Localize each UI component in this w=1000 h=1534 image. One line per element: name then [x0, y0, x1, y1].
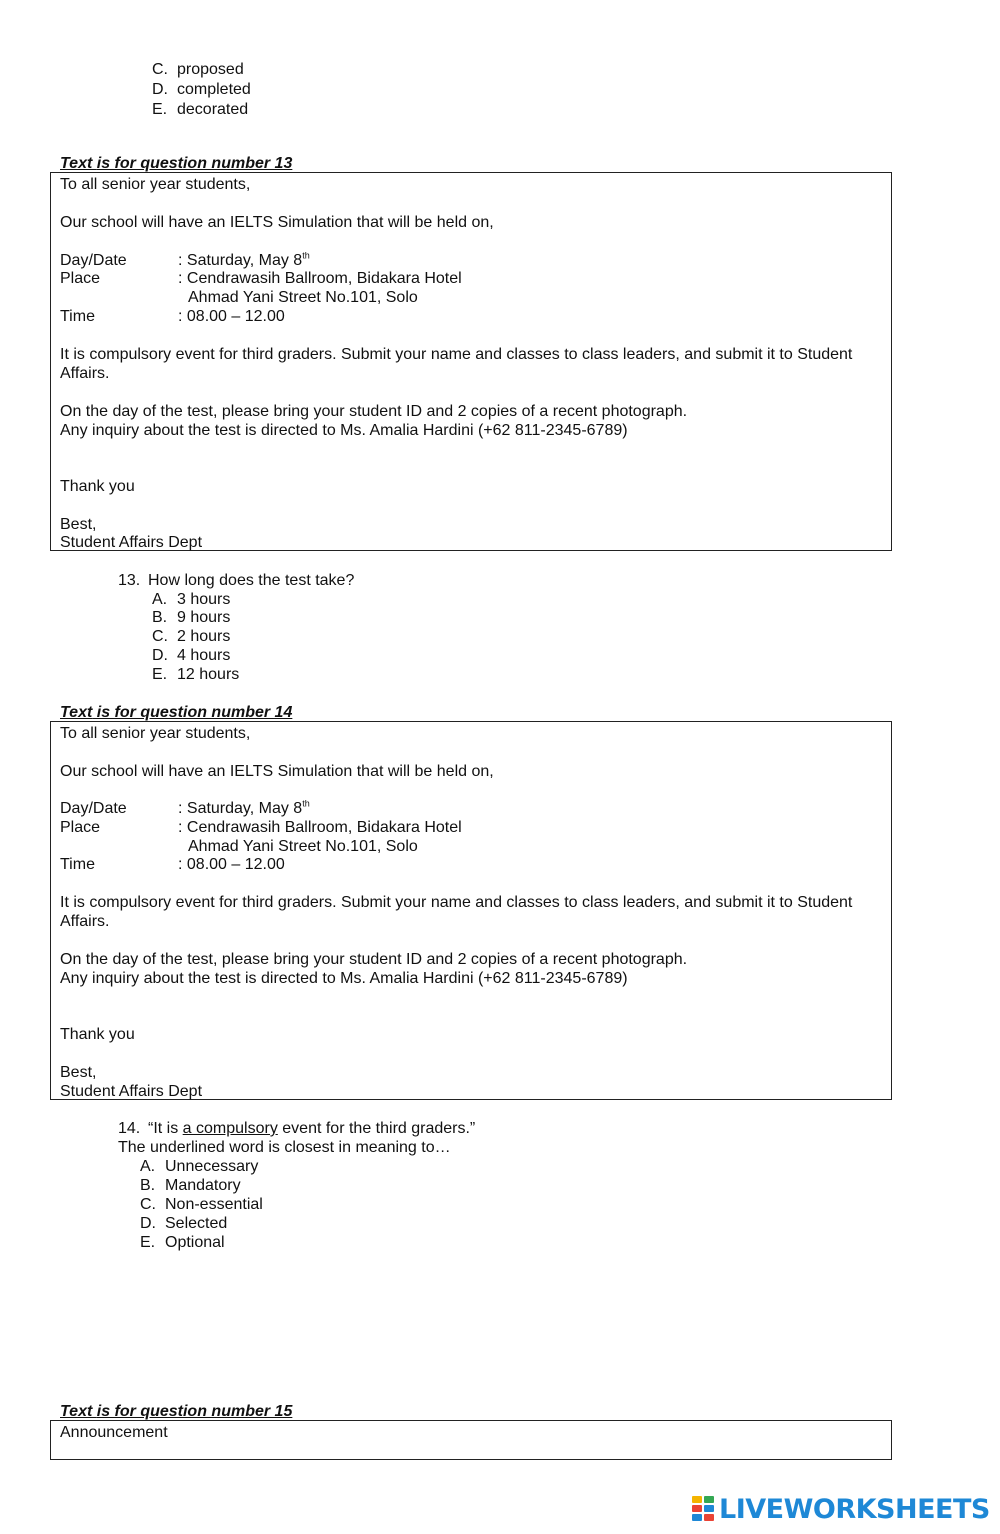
notice-para2: On the day of the test, please bring your student ID and 2 copies of a recent photograph.: [60, 951, 688, 968]
option-e: [152, 100, 248, 119]
day-value: [178, 251, 310, 270]
heading-text: Text: [60, 1403, 97, 1420]
section-heading-15: [60, 1402, 292, 1421]
q13-option-d[interactable]: [152, 646, 230, 665]
day-value: [178, 799, 310, 818]
q14-option-d[interactable]: [140, 1214, 227, 1233]
section-heading-14: [60, 703, 292, 722]
question-13: [118, 571, 354, 590]
question-text-post: event for the third graders.”: [277, 1120, 476, 1137]
notice-signature: Student Affairs Dept: [60, 1083, 203, 1100]
option-letter: D.: [152, 81, 168, 98]
question-number: 14.: [118, 1120, 141, 1137]
notice-para2-line2: Any inquiry about the test is directed to Ms. Amalia Hardini (+62 811-2345-6789): [60, 422, 628, 439]
notice-para1-line2: Affairs.: [60, 365, 110, 382]
option-text: 9 hours: [177, 609, 231, 626]
notice-closing: Best,: [60, 516, 97, 533]
liveworksheets-logo-text: LIVEWORKSHEETS: [719, 1493, 990, 1525]
option-text: Optional: [165, 1234, 225, 1251]
option-letter: C.: [152, 61, 168, 78]
option-letter: B.: [140, 1177, 156, 1194]
notice-para2-line2: Any inquiry about the test is directed to Ms. Amalia Hardini (+62 811-2345-6789): [60, 970, 628, 987]
heading-text-rest: is for question number 13: [96, 155, 293, 172]
option-letter: B.: [152, 609, 168, 626]
option-text: proposed: [177, 61, 244, 78]
heading-text: Text: [60, 155, 97, 172]
notice-greeting: To all senior year students,: [60, 725, 251, 742]
question-14: [118, 1119, 475, 1138]
option-c: [152, 60, 244, 79]
announcement-title: Announcement: [60, 1424, 168, 1441]
question-text: How long does the test take?: [148, 572, 355, 589]
option-text: 4 hours: [177, 647, 231, 664]
q13-option-b[interactable]: [152, 608, 230, 627]
option-text: decorated: [177, 101, 249, 118]
notice-box-13: [50, 172, 892, 551]
option-d: [152, 80, 251, 99]
heading-text-rest: is for question number 14: [92, 704, 293, 721]
heading-text: Text: [60, 704, 93, 721]
day-value-sup: th: [302, 798, 310, 809]
time-label: Time: [60, 308, 95, 325]
notice-intro: Our school will have an IELTS Simulation that will be held on,: [60, 214, 494, 231]
day-value-text: : Saturday, May 8: [178, 800, 303, 817]
option-text: Selected: [165, 1215, 228, 1232]
q14-option-b[interactable]: [140, 1176, 241, 1195]
place-value: : Cendrawasih Ballroom, Bidakara Hotel: [178, 270, 462, 287]
notice-para1: It is compulsory event for third graders. Submit your name and classes to class leaders, and submit it to Student: [60, 894, 853, 911]
place-value-line2: Ahmad Yani Street No.101, Solo: [188, 289, 418, 306]
q14-option-c[interactable]: [140, 1195, 263, 1214]
option-letter: E.: [152, 101, 168, 118]
option-text: Mandatory: [165, 1177, 241, 1194]
option-text: Unnecessary: [165, 1158, 259, 1175]
q13-option-a[interactable]: [152, 590, 230, 609]
option-letter: C.: [140, 1196, 156, 1213]
heading-text-rest: is for question number 15: [96, 1403, 293, 1420]
place-value-line2: Ahmad Yani Street No.101, Solo: [188, 838, 418, 855]
day-value-sup: th: [302, 250, 310, 261]
notice-box-14: [50, 721, 892, 1100]
notice-greeting: To all senior year students,: [60, 176, 251, 193]
q13-option-c[interactable]: [152, 627, 230, 646]
time-value: : 08.00 – 12.00: [178, 308, 285, 325]
section-heading-13: [60, 154, 292, 173]
notice-thanks: Thank you: [60, 1026, 135, 1043]
question-underlined: a compulsory: [182, 1120, 278, 1137]
liveworksheets-logo-icon: [692, 1496, 716, 1522]
option-text: Non-essential: [165, 1196, 263, 1213]
notice-para2: On the day of the test, please bring your student ID and 2 copies of a recent photograph.: [60, 403, 688, 420]
liveworksheets-logo: [692, 1494, 990, 1524]
place-label: Place: [60, 819, 101, 836]
time-value: : 08.00 – 12.00: [178, 856, 285, 873]
q14-option-a[interactable]: [140, 1157, 258, 1176]
option-text: 2 hours: [177, 628, 231, 645]
option-letter: D.: [140, 1215, 156, 1232]
notice-signature: Student Affairs Dept: [60, 534, 203, 551]
q13-option-e[interactable]: [152, 665, 239, 684]
notice-intro: Our school will have an IELTS Simulation that will be held on,: [60, 763, 494, 780]
question-text-pre: “It is: [148, 1120, 183, 1137]
option-text: 3 hours: [177, 591, 231, 608]
question-number: 13.: [118, 572, 141, 589]
place-value: : Cendrawasih Ballroom, Bidakara Hotel: [178, 819, 462, 836]
place-label: Place: [60, 270, 101, 287]
notice-closing: Best,: [60, 1064, 97, 1081]
notice-thanks: Thank you: [60, 478, 135, 495]
option-letter: A.: [140, 1158, 156, 1175]
option-letter: E.: [140, 1234, 156, 1251]
option-letter: A.: [152, 591, 168, 608]
day-value-text: : Saturday, May 8: [178, 252, 303, 269]
q14-option-e[interactable]: [140, 1233, 225, 1252]
option-text: 12 hours: [177, 666, 240, 683]
option-letter: C.: [152, 628, 168, 645]
day-label: Day/Date: [60, 800, 127, 817]
option-letter: E.: [152, 666, 168, 683]
option-text: completed: [177, 81, 251, 98]
option-letter: D.: [152, 647, 168, 664]
announcement-box-15: [50, 1420, 892, 1460]
question-14-line2: The underlined word is closest in meaning to…: [118, 1139, 451, 1156]
notice-para1: It is compulsory event for third graders. Submit your name and classes to class leaders, and submit it to Student: [60, 346, 853, 363]
day-label: Day/Date: [60, 252, 127, 269]
notice-para1-line2: Affairs.: [60, 913, 110, 930]
time-label: Time: [60, 856, 95, 873]
